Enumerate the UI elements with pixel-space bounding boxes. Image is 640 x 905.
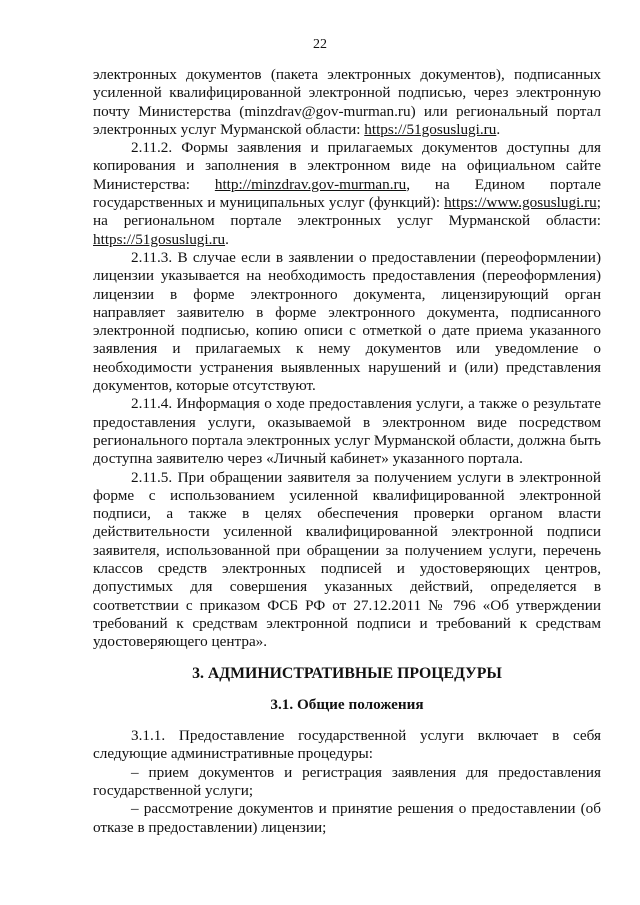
paragraph-2-11-4: 2.11.4. Информация о ходе предоставления услуги, а также о результате предоставления услуги, оказываемой в электронном виде посредством регионального портала электронных услуг Мурманской области, должна быть доступна заявителю через «Личный кабинет» указанного портала. [93,395,601,468]
ministry-site-link[interactable]: http://minzdrav.gov-murman.ru [214,175,407,193]
paragraph-3-1-1: 3.1.1. Предоставление государственной услуги включает в себя следующие административные процедуры: [93,727,601,763]
paragraph-2-11-5: 2.11.5. При обращении заявителя за получением услуги в электронной форме с использованием усиленной квалифицированной электронной подписи, а также в целях обеспечения проверки органом власти действительности усиленной квалифицированной электронной подписи заявителя, использованной при обращении за получением услуги, перечень классов средств электронных подписей и удостоверяющих центров, допустимых для совершения указанных действий, определяется в соответствии с приказом ФСБ РФ от 27.12.2011 № 796 «Об утверждении требований к средствам электронной подписи и требований к средствам удостоверяющего центра». [93,468,601,651]
punctuation: . [225,230,229,248]
paragraph-continuation [93,66,601,139]
paragraph-text: ; на региональном портале электронных услуг Мурманской области: [93,194,601,230]
paragraph-text: электронных документов (пакета электронных документов), подписанных усиленной квалифицированной электронной подписью, через электронную почту Министерства (minzdrav@gov-murman.ru) или региональный портал электронных услуг Мурманской области: [93,66,601,138]
document-body [93,66,601,837]
paragraph-2-11-2 [93,139,601,249]
paragraph-text: , на Едином портале государственных и муниципальных услуг (функций): [93,175,601,212]
paragraph-text: 2.11.2. Формы заявления и прилагаемых документов доступны для копирования и заполнения в электронном виде на официальном сайте Министерства: [93,139,601,193]
page-number: 22 [313,37,327,52]
section-title: 3. АДМИНИСТРАТИВНЫЕ ПРОЦЕДУРЫ [192,664,502,682]
subsection-title: 3.1. Общие положения [270,695,424,713]
gosuslugi-link[interactable]: https://www.gosuslugi.ru [444,194,597,212]
punctuation: . [496,120,501,138]
paragraph-2-11-3: 2.11.3. В случае если в заявлении о предоставлении (переоформлении) лицензии указывается на необходимость предоставления (переоформления) лицензии в форме электронного документа, лицензирующий орган направляет заявителю в форме электронного документа, подписанного электронной подписью, копию описи с отметкой о дате приема указанного заявления и прилагаемых к нему документов или уведомление о необходимости устранения выявленных нарушений и (или) представления документов, которые отсутствуют. [93,248,601,395]
regional-portal-link-2[interactable]: https://51gosuslugi.ru [93,230,226,248]
list-item: – рассмотрение документов и принятие решения о предоставлении (об отказе в предоставлении) лицензии; [93,800,601,836]
regional-portal-link[interactable]: https://51gosuslugi.ru [364,120,497,138]
list-item: – прием документов и регистрация заявления для предоставления государственной услуги; [93,763,601,799]
